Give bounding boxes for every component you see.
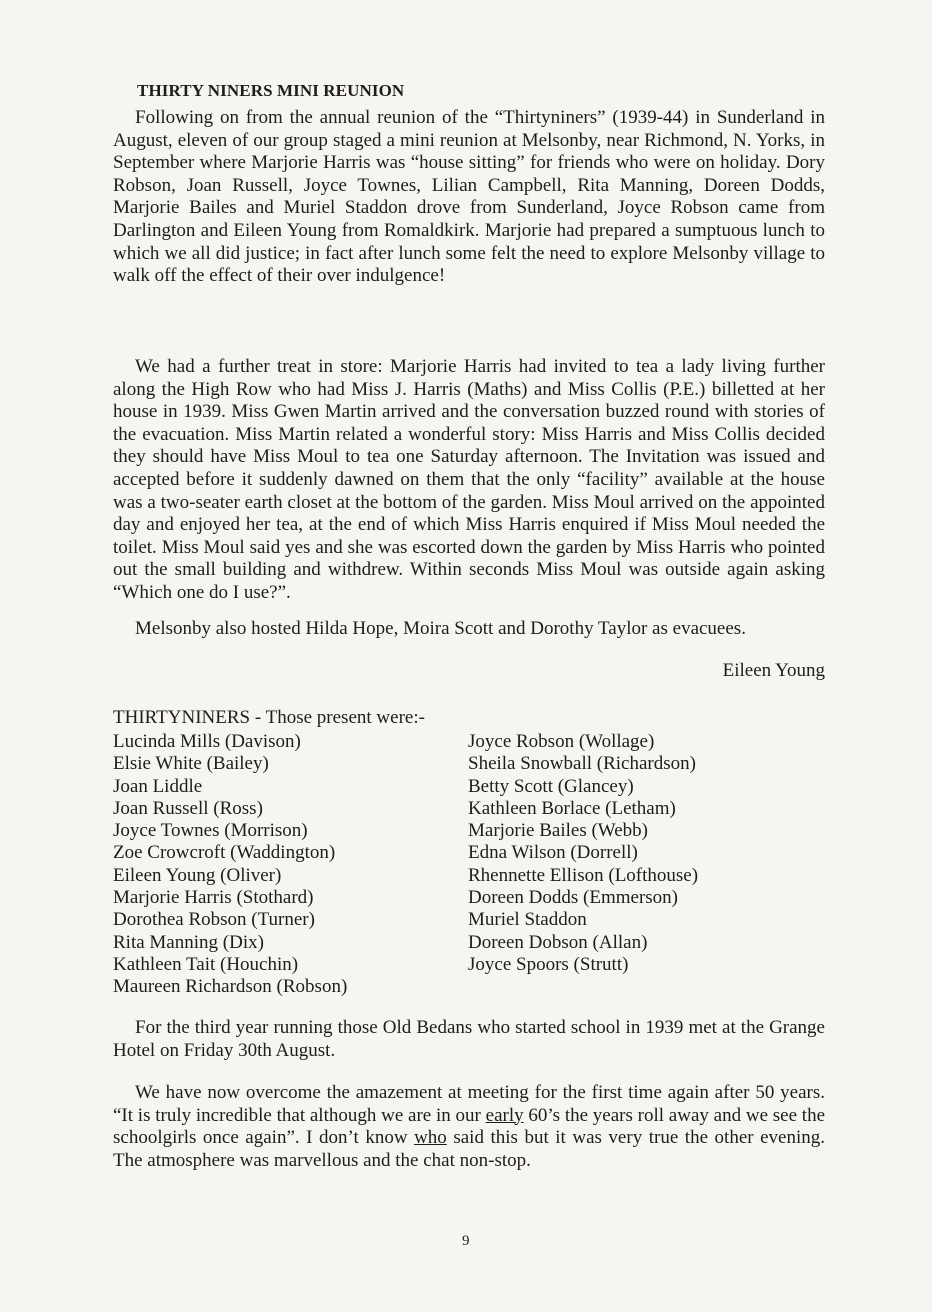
attendee-name: Doreen Dodds (Emmerson) xyxy=(468,887,679,909)
attendee-name: Marjorie Harris (Stothard) xyxy=(113,887,314,909)
underlined-word: who xyxy=(414,1127,447,1149)
attendee-name: Rhennette Ellison (Lofthouse) xyxy=(468,864,699,886)
attendees-column-right xyxy=(468,731,828,976)
attendee-name: Maureen Richardson (Robson) xyxy=(113,976,348,998)
author-signature: Eileen Young xyxy=(722,660,825,681)
attendees-column-left xyxy=(113,731,463,999)
page-number: 9 xyxy=(462,1233,470,1249)
paragraph-miss-moul-story: We had a further treat in store: Marjorie Harris had invited to tea a lady living further along the High Row who had Miss J. Harris (Maths) and Miss Collis (P.E.) billetted at her house in 1939. Miss Gwen Martin arrived and the conversation buzzed round with stories of the evacuation. Miss Martin related a wonderful story: Miss Harris and Miss Collis decided they should have Miss Moul to tea one Saturday afternoon. The Invitation was issued and accepted before it suddenly dawned on them that the only “facility” available at the house was a two-seater earth closet at the bottom of the garden. Miss Moul arrived on the appointed day and enjoyed her tea, at the end of which Miss Harris enquired if Miss Moul needed the toilet. Miss Moul said yes and she was escorted down the garden by Miss Harris who pointed out the small building and withdrew. Within seconds Miss Moul was outside again asking “Which one do I use?”. xyxy=(113,356,825,603)
attendee-name: Rita Manning (Dix) xyxy=(113,931,264,953)
paragraph-reunion-intro: Following on from the annual reunion of the “Thirtyniners” (1939-44) in Sunderland in August, eleven of our group staged a mini reunion at Melsonby, near Richmond, N. Yorks, in September where Marjorie Harris was “house sitting” for friends who were on holiday. Dory Robson, Joan Russell, Joyce Townes, Lilian Campbell, Rita Manning, Doreen Dodds, Marjorie Bailes and Muriel Staddon drove from Sunderland, Joyce Robson came from Darlington and Eileen Young from Romaldkirk. Marjorie had prepared a sumptuous lunch to which we all did justice; in fact after lunch some felt the need to explore Melsonby village to walk off the effect of their over indulgence! xyxy=(113,107,825,287)
attendee-name: Lucinda Mills (Davison) xyxy=(113,731,301,752)
paragraph-fifty-years xyxy=(113,1082,825,1172)
attendee-name: Joyce Robson (Wollage) xyxy=(468,731,655,752)
attendee-name: Kathleen Tait (Houchin) xyxy=(113,953,299,975)
attendee-name: Joyce Spoors (Strutt) xyxy=(468,953,629,975)
attendees-list-title: THIRTYNINERS - Those present were:- xyxy=(113,707,425,728)
paragraph-text-segment: We have now overcome the amazement at meeting for the first time again after 50 years. “It is truly incredible that although we are in our xyxy=(113,1082,825,1126)
attendee-name: Muriel Staddon xyxy=(468,909,587,931)
article-heading: THIRTY NINERS MINI REUNION xyxy=(137,81,405,100)
paragraph-text-segment: 60’s the years roll away and we see the schoolgirls once again”. I don’t know xyxy=(113,1104,825,1149)
attendee-name: Betty Scott (Glancey) xyxy=(468,775,634,797)
attendee-name: Eileen Young (Oliver) xyxy=(113,864,282,886)
attendee-name: Joyce Townes (Morrison) xyxy=(113,820,308,842)
attendee-name: Edna Wilson (Dorrell) xyxy=(468,842,638,864)
underlined-word: early xyxy=(485,1104,524,1126)
attendee-name: Kathleen Borlace (Letham) xyxy=(468,797,676,819)
attendee-name: Marjorie Bailes (Webb) xyxy=(468,820,648,842)
attendee-name: Dorothea Robson (Turner) xyxy=(113,909,315,931)
attendee-name: Doreen Dobson (Allan) xyxy=(468,931,648,953)
attendee-name: Elsie White (Bailey) xyxy=(113,753,269,775)
paragraph-old-bedans: For the third year running those Old Bedans who started school in 1939 met at the Grange Hotel on Friday 30th August. xyxy=(113,1017,825,1061)
paragraph-evacuees: Melsonby also hosted Hilda Hope, Moira Scott and Dorothy Taylor as evacuees. xyxy=(135,618,746,639)
attendee-name: Zoe Crowcroft (Waddington) xyxy=(113,842,336,864)
attendee-name: Joan Liddle xyxy=(113,775,203,797)
attendee-name: Sheila Snowball (Richardson) xyxy=(468,753,696,775)
paragraph-text-segment: said this but it was very true the other evening. The atmosphere was marvellous and the chat non-stop. xyxy=(113,1127,826,1171)
attendee-name: Joan Russell (Ross) xyxy=(113,797,263,819)
